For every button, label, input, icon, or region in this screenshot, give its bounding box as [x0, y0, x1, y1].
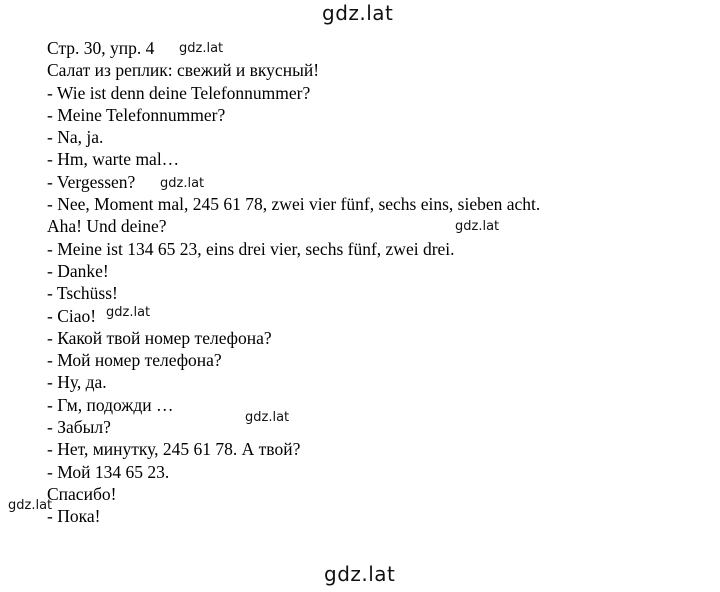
exercise-heading: Стр. 30, упр. 4 [47, 38, 155, 58]
dialogue-line: - Meine ist 134 65 23, eins drei vier, sechs fünf, zwei drei. [47, 238, 455, 259]
watermark-top: gdz.lat [322, 1, 394, 25]
watermark-inline: gdz.lat [8, 498, 53, 513]
watermark-inline: gdz.lat [106, 305, 151, 320]
dialogue-line: - Мой номер телефона? [47, 350, 222, 371]
dialogue-line: Aha! Und deine? [47, 216, 167, 237]
dialogue-line: - Ну, да. [47, 372, 107, 393]
dialogue-line: - Пока! [47, 506, 101, 527]
document-body [47, 37, 540, 528]
dialogue-line: - Meine Telefonnummer? [47, 104, 226, 125]
watermark-inline: gdz.lat [245, 410, 290, 425]
dialogue-line: - Нет, минутку, 245 61 78. А твой? [47, 439, 301, 460]
dialogue-line: - Какой твой номер телефона? [47, 327, 272, 348]
watermark-inline: gdz.lat [179, 41, 224, 56]
watermark-bottom: gdz.lat [324, 562, 396, 586]
german-dialogue [47, 82, 540, 327]
dialogue-line: - Danke! [47, 260, 109, 281]
dialogue-line: - Nee, Moment mal, 245 61 78, zwei vier fünf, sechs eins, sieben acht. [47, 194, 541, 215]
dialogue-line: - Vergessen? [47, 171, 136, 192]
dialogue-line: Спасибо! [47, 483, 117, 504]
exercise-subtitle: Салат из реплик: свежий и вкусный! [47, 60, 320, 81]
dialogue-line: - Hm, warte mal… [47, 149, 180, 170]
watermark-inline: gdz.lat [455, 219, 500, 234]
dialogue-line: - Wie ist denn deine Telefonnummer? [47, 82, 311, 103]
dialogue-line: - Na, ja. [47, 127, 104, 148]
dialogue-line: - Гм, подожди … [47, 394, 174, 415]
russian-dialogue [47, 327, 540, 528]
dialogue-line: - Забыл? [47, 417, 111, 438]
dialogue-line: - Ciao! [47, 305, 97, 326]
dialogue-line: - Мой 134 65 23. [47, 461, 170, 482]
watermark-inline: gdz.lat [160, 176, 205, 191]
dialogue-line: - Tschüss! [47, 283, 118, 304]
